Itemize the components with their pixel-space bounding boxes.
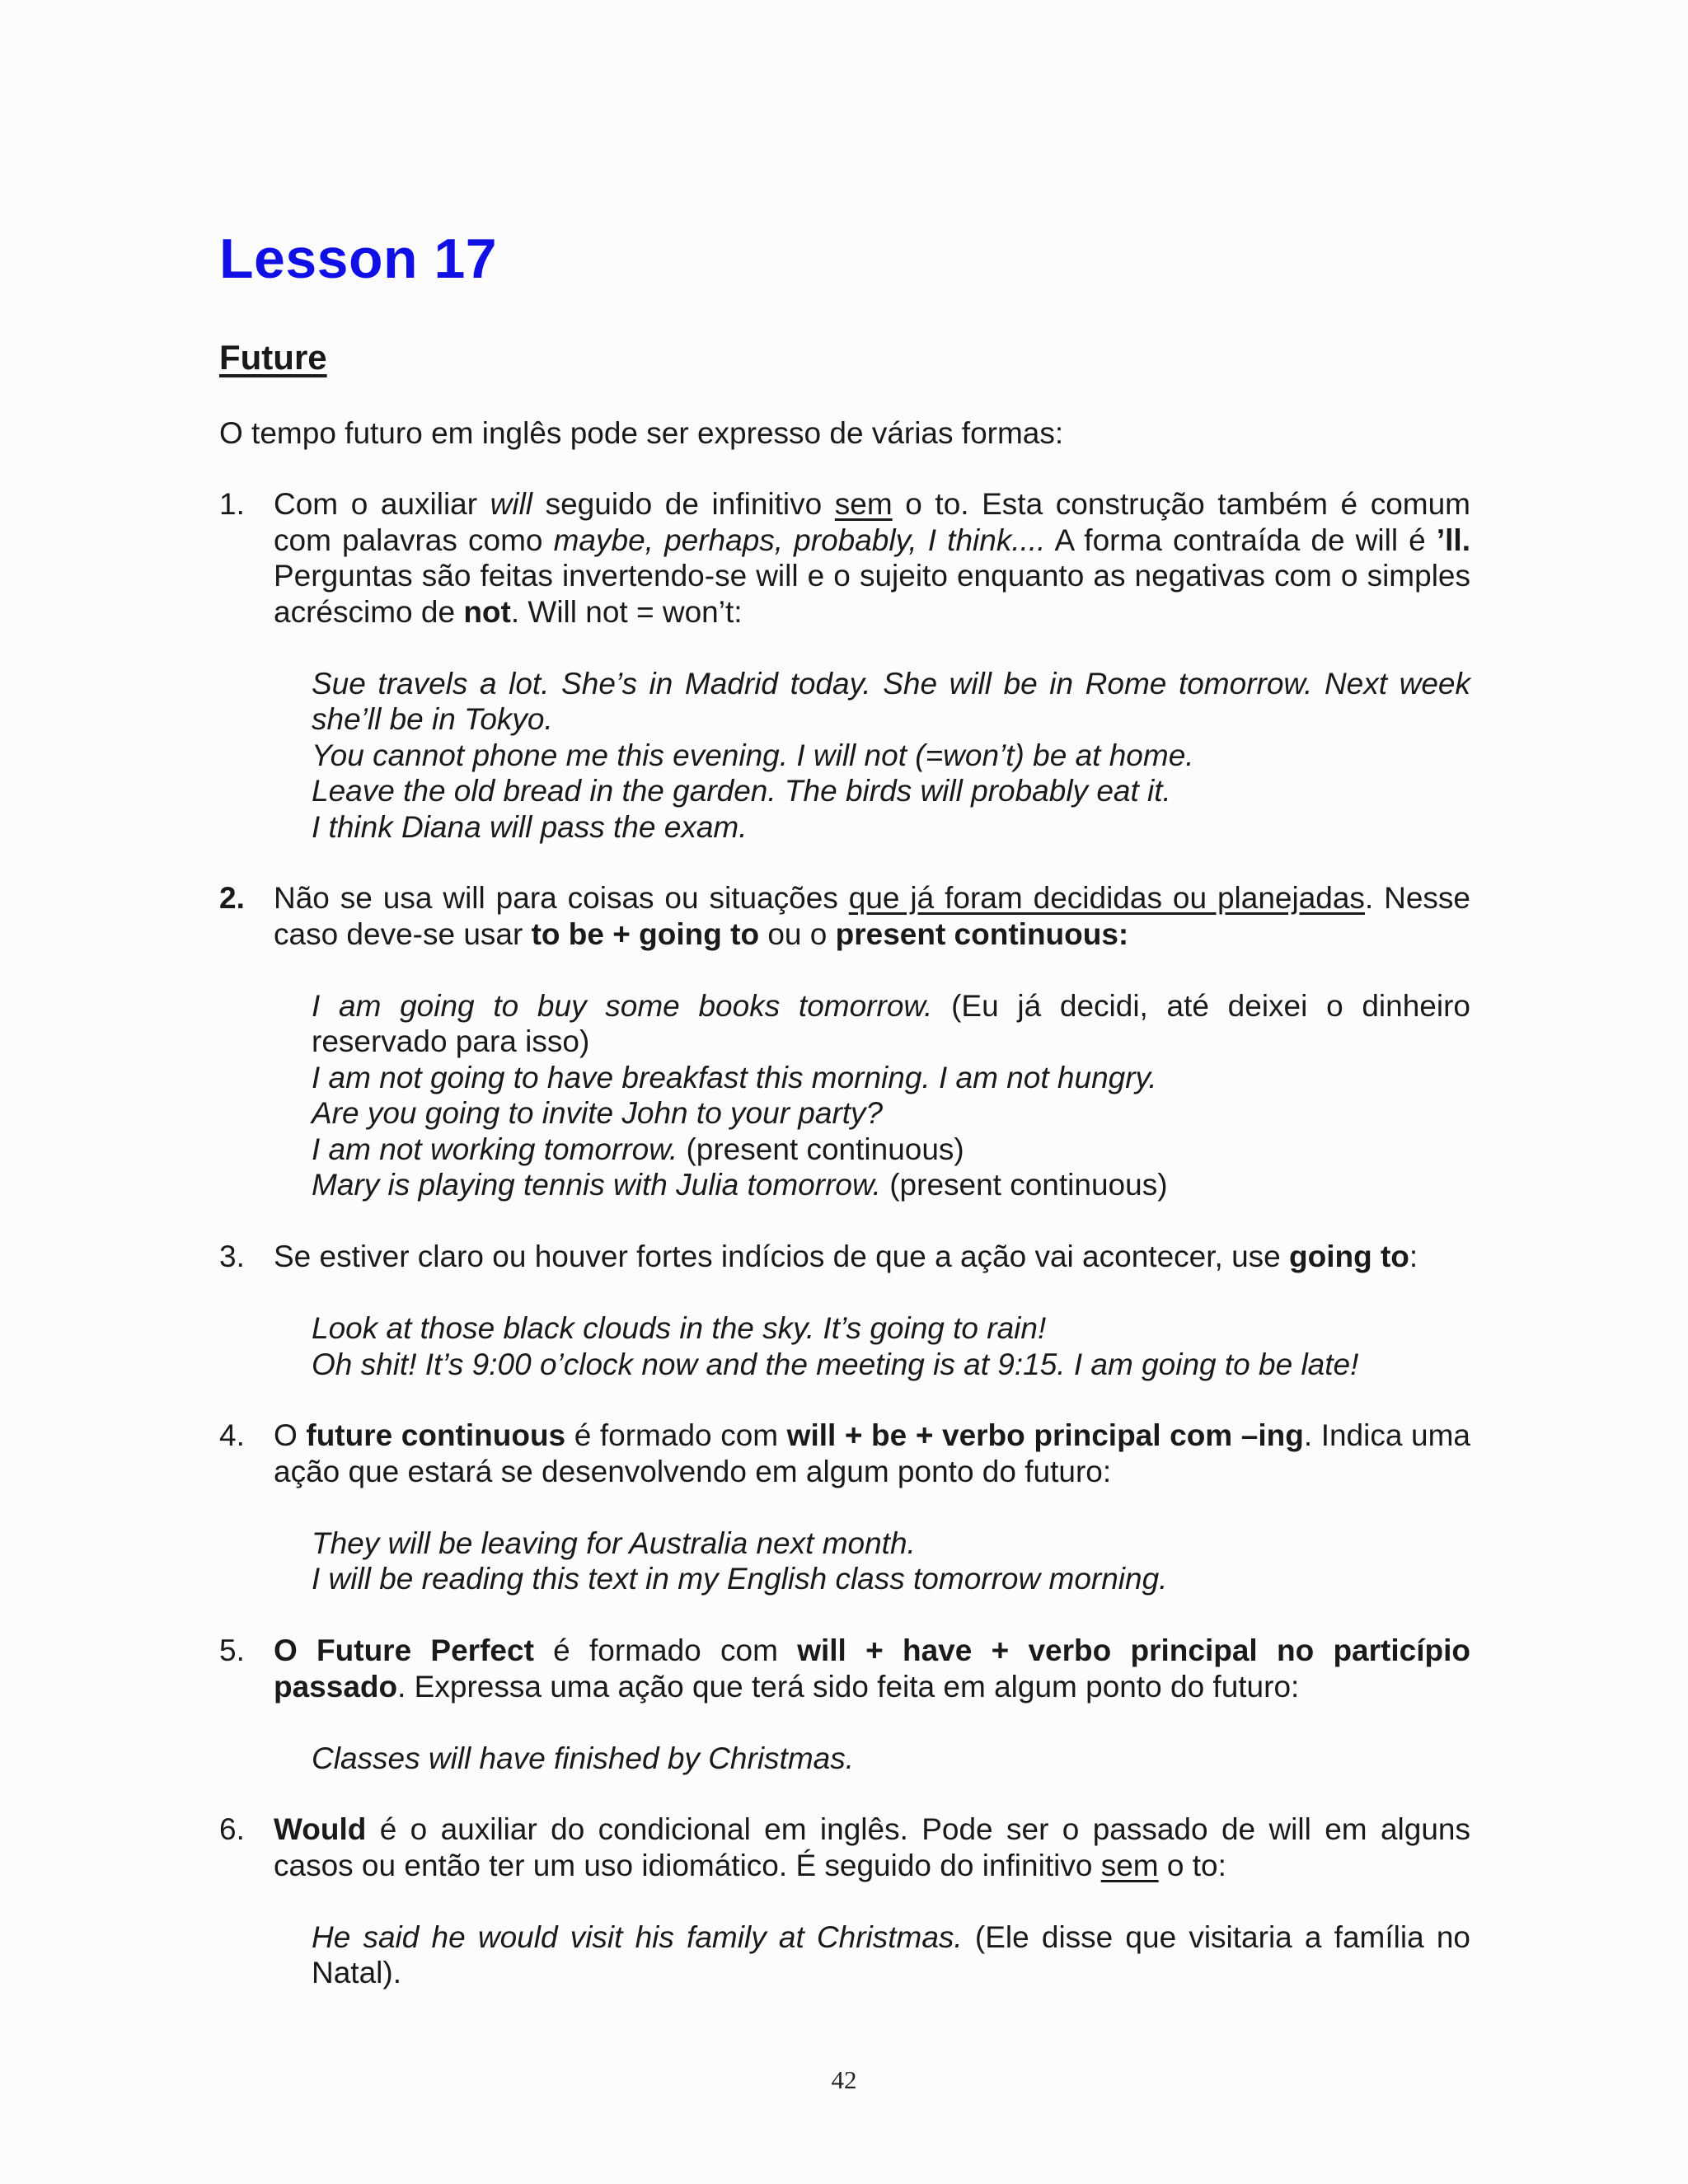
list-item-4 [219,1418,1470,1597]
examples [312,1526,1470,1597]
item-number: 3. [219,1240,245,1273]
example-sentence: I am going to buy some books tomorrow. (Eu já decidi, até deixei o dinheiro reservado para isso) [312,988,1471,1058]
item-text: O future continuous é formado com will + be + verbo principal com –ing. Indica uma ação que estará se desenvolvendo em algum ponto do futuro: [274,1418,1470,1488]
example-sentence: Oh shit! It’s 9:00 o’clock now and the meeting is at 9:15. I am going to be late! [312,1347,1359,1381]
document-page [219,227,1471,1990]
examples [312,988,1470,1203]
examples [312,1741,1470,1777]
lesson-title: Lesson 17 [219,227,498,290]
example-sentence: Sue travels a lot. She’s in Madrid today. She will be in Rome tomorrow. Next week she’ll be in Tokyo. [312,666,1470,736]
list-item-2 [219,880,1470,1203]
example-sentence: Look at those black clouds in the sky. It’s going to rain! [312,1311,1047,1345]
item-number: 4. [219,1418,245,1452]
intro-paragraph: O tempo futuro em inglês pode ser expresso de várias formas: [219,416,1064,450]
item-number: 6. [219,1812,245,1846]
item-text: Não se usa will para coisas ou situações que já foram decididas ou planejadas. Nesse caso deve-se usar to be + going to ou o present continuous: [274,881,1471,951]
list-item-6 [219,1811,1470,1991]
example-sentence: They will be leaving for Australia next month. [312,1526,916,1560]
item-text: O Future Perfect é formado com will + have + verbo principal no particípio passado. Expressa uma ação que terá sido feita em algum ponto do futuro: [274,1633,1470,1704]
example-sentence: You cannot phone me this evening. I will not (=won’t) be at home. [312,738,1194,772]
example-sentence: Classes will have finished by Christmas. [312,1741,855,1775]
item-text: Com o auxiliar will seguido de infinitivo sem o to. Esta construção também é comum com palavras como maybe, perhaps, probably, I think.... A forma contraída de will é ’ll. Perguntas são feitas invertendo-se will e o sujeito enquanto as negativas com o simples acréscimo de not. Will not = won’t: [274,487,1470,629]
item-number: 5. [219,1633,245,1667]
list-item-5 [219,1633,1470,1776]
example-sentence: I will be reading this text in my English class tomorrow morning. [312,1562,1168,1596]
list-item-3 [219,1239,1470,1382]
example-sentence: Mary is playing tennis with Julia tomorrow. (present continuous) [312,1168,1168,1202]
item-number: 1. [219,487,245,521]
example-sentence: I think Diana will pass the exam. [312,809,748,844]
example-sentence: I am not going to have breakfast this morning. I am not hungry. [312,1060,1157,1094]
list-item-1 [219,486,1470,845]
item-text: Would é o auxiliar do condicional em inglês. Pode ser o passado de will em alguns casos ou então ter um uso idiomático. É seguido do infinitivo sem o to: [274,1812,1470,1882]
section-heading: Future [219,338,327,377]
example-sentence: He said he would visit his family at Christmas. (Ele disse que visitaria a família no Natal). [312,1919,1470,1990]
examples [312,1310,1470,1382]
page-number: 42 [831,2065,857,2094]
examples [312,666,1470,846]
example-sentence: Are you going to invite John to your party? [312,1096,884,1130]
examples [312,1919,1470,1991]
example-sentence: Leave the old bread in the garden. The birds will probably eat it. [312,774,1171,808]
example-sentence: I am not working tomorrow. (present continuous) [312,1132,964,1166]
item-number: 2. [219,881,245,915]
item-text: Se estiver claro ou houver fortes indícios de que a ação vai acontecer, use going to: [274,1240,1418,1273]
